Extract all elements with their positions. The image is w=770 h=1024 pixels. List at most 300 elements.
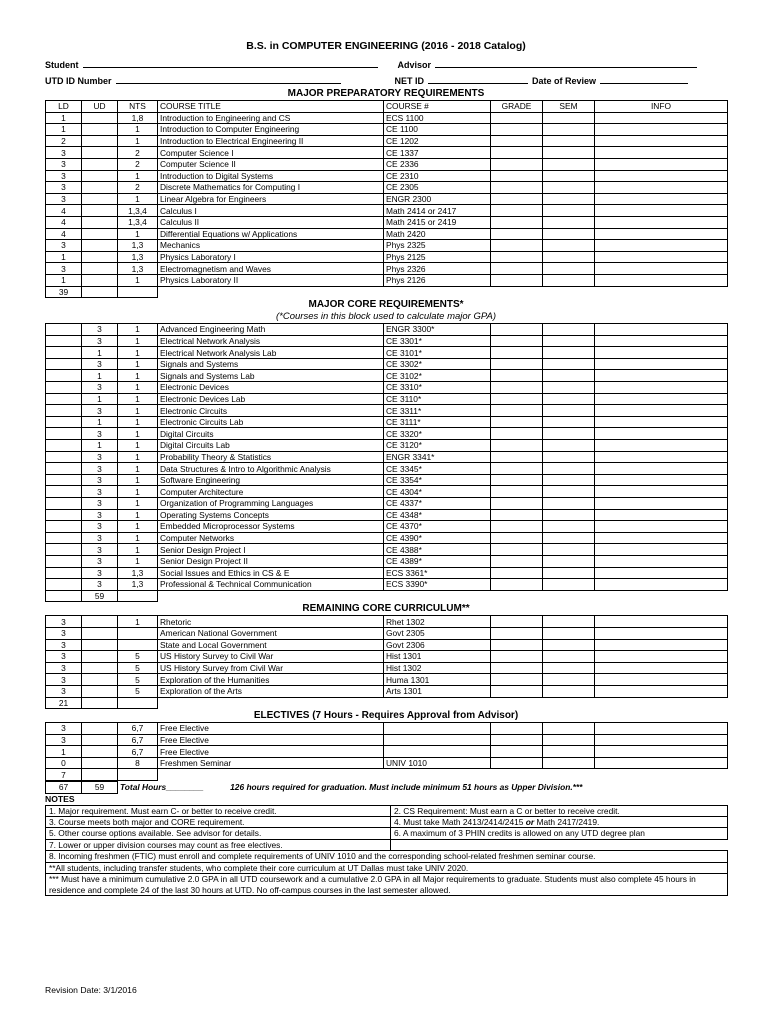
nts-cell: 1 [118, 324, 158, 336]
course-title-cell: Senior Design Project I [158, 544, 384, 556]
course-row [46, 627, 728, 639]
course-title-cell: Discrete Mathematics for Computing I [158, 182, 384, 194]
sem-cell[interactable] [543, 405, 595, 417]
sem-cell[interactable] [543, 463, 595, 475]
nts-cell: 1,3,4 [118, 205, 158, 217]
info-cell[interactable] [595, 158, 728, 170]
section-total-blank [118, 769, 158, 781]
sem-cell[interactable] [543, 335, 595, 347]
info-cell[interactable] [595, 182, 728, 194]
info-cell[interactable] [595, 627, 728, 639]
section-total-ld: 7 [46, 769, 82, 781]
course-row [46, 358, 728, 370]
ld-cell [46, 474, 82, 486]
sem-cell[interactable] [543, 135, 595, 147]
section-total-ud: 59 [82, 590, 118, 602]
grade-cell[interactable] [491, 112, 543, 124]
course-number-cell: CE 3301* [384, 335, 491, 347]
sem-cell[interactable] [543, 240, 595, 252]
course-row [46, 416, 728, 428]
info-cell[interactable] [595, 639, 728, 651]
ud-cell [82, 734, 118, 746]
course-number-cell: Govt 2306 [384, 639, 491, 651]
notes-row [46, 828, 728, 839]
note-item: 3. Course meets both major and CORE requirement. [46, 817, 391, 828]
sem-cell[interactable] [543, 639, 595, 651]
ud-cell [82, 662, 118, 674]
net-id-field[interactable] [428, 74, 528, 84]
sem-cell[interactable] [543, 521, 595, 533]
info-cell[interactable] [595, 651, 728, 663]
grade-cell[interactable] [491, 579, 543, 591]
ld-cell [46, 451, 82, 463]
ud-cell [82, 228, 118, 240]
ud-cell: 1 [82, 393, 118, 405]
nts-cell: 5 [118, 674, 158, 686]
grade-cell[interactable] [491, 532, 543, 544]
sem-cell[interactable] [543, 416, 595, 428]
ud-cell [82, 251, 118, 263]
grade-cell[interactable] [491, 463, 543, 475]
course-row [46, 228, 728, 240]
info-cell[interactable] [595, 405, 728, 417]
sem-cell[interactable] [543, 509, 595, 521]
info-cell[interactable] [595, 216, 728, 228]
grade-cell[interactable] [491, 158, 543, 170]
ud-cell: 3 [82, 335, 118, 347]
info-cell[interactable] [595, 757, 728, 769]
sem-cell[interactable] [543, 428, 595, 440]
grade-cell[interactable] [491, 251, 543, 263]
nts-cell: 1 [118, 124, 158, 136]
sem-cell[interactable] [543, 579, 595, 591]
info-cell[interactable] [595, 567, 728, 579]
ud-cell: 3 [82, 474, 118, 486]
sem-cell[interactable] [543, 228, 595, 240]
grade-cell[interactable] [491, 135, 543, 147]
sem-cell[interactable] [543, 274, 595, 286]
nts-cell: 1 [118, 405, 158, 417]
revision-date: Revision Date: 3/1/2016 [45, 985, 137, 995]
ud-cell: 1 [82, 440, 118, 452]
info-cell[interactable] [595, 135, 728, 147]
nts-cell: 5 [118, 662, 158, 674]
column-header-ld: LD [46, 101, 82, 113]
course-number-cell [384, 723, 491, 735]
grade-cell[interactable] [491, 555, 543, 567]
ld-cell: 3 [46, 182, 82, 194]
grade-cell[interactable] [491, 240, 543, 252]
info-cell[interactable] [595, 463, 728, 475]
degree-plan-page [45, 38, 727, 896]
sem-cell[interactable] [543, 734, 595, 746]
info-cell[interactable] [595, 616, 728, 628]
course-number-cell: CE 3111* [384, 416, 491, 428]
info-cell[interactable] [595, 521, 728, 533]
course-number-cell [384, 746, 491, 758]
grade-cell[interactable] [491, 757, 543, 769]
grade-cell[interactable] [491, 486, 543, 498]
info-cell[interactable] [595, 324, 728, 336]
sem-cell[interactable] [543, 474, 595, 486]
sem-cell[interactable] [543, 370, 595, 382]
course-number-cell: CE 3110* [384, 393, 491, 405]
course-title-cell: Operating Systems Concepts [158, 509, 384, 521]
info-cell[interactable] [595, 428, 728, 440]
sem-cell[interactable] [543, 627, 595, 639]
grade-cell[interactable] [491, 370, 543, 382]
grade-cell[interactable] [491, 521, 543, 533]
info-cell[interactable] [595, 498, 728, 510]
ud-cell: 3 [82, 428, 118, 440]
info-cell[interactable] [595, 124, 728, 136]
grade-cell[interactable] [491, 509, 543, 521]
grade-cell[interactable] [491, 544, 543, 556]
grade-cell[interactable] [491, 228, 543, 240]
column-header-row [46, 101, 728, 113]
course-row [46, 509, 728, 521]
nts-cell: 1 [118, 544, 158, 556]
grade-cell[interactable] [491, 193, 543, 205]
remaining-table [45, 615, 728, 709]
sem-cell[interactable] [543, 263, 595, 275]
grade-cell[interactable] [491, 674, 543, 686]
grade-cell[interactable] [491, 474, 543, 486]
grade-cell[interactable] [491, 216, 543, 228]
total-hours-cell [118, 782, 728, 794]
sem-cell[interactable] [543, 393, 595, 405]
course-row [46, 124, 728, 136]
nts-cell [118, 627, 158, 639]
grade-cell[interactable] [491, 182, 543, 194]
ld-cell: 4 [46, 228, 82, 240]
course-title-cell: State and Local Government [158, 639, 384, 651]
grade-cell[interactable] [491, 734, 543, 746]
grade-cell[interactable] [491, 685, 543, 697]
grade-cell[interactable] [491, 662, 543, 674]
sem-cell[interactable] [543, 532, 595, 544]
info-cell[interactable] [595, 205, 728, 217]
grade-cell[interactable] [491, 567, 543, 579]
grade-cell[interactable] [491, 205, 543, 217]
course-number-cell: CE 4388* [384, 544, 491, 556]
grade-cell[interactable] [491, 627, 543, 639]
ud-cell [82, 112, 118, 124]
course-number-cell: ECS 3390* [384, 579, 491, 591]
sem-cell[interactable] [543, 182, 595, 194]
ld-cell: 3 [46, 627, 82, 639]
section-total-blank [118, 286, 158, 298]
sem-cell[interactable] [543, 685, 595, 697]
info-cell[interactable] [595, 544, 728, 556]
student-field[interactable] [83, 58, 378, 68]
ld-cell [46, 393, 82, 405]
grade-cell[interactable] [491, 147, 543, 159]
info-cell[interactable] [595, 240, 728, 252]
info-cell[interactable] [595, 474, 728, 486]
info-cell[interactable] [595, 193, 728, 205]
column-header-grade: GRADE [491, 101, 543, 113]
nts-cell: 1,8 [118, 112, 158, 124]
section-total-ud [82, 286, 118, 298]
nts-cell: 1,3 [118, 579, 158, 591]
page-title: B.S. in COMPUTER ENGINEERING (2016 - 2018 Catalog) [246, 40, 526, 52]
date-review-field[interactable] [600, 74, 688, 84]
section-total-blank [118, 697, 158, 709]
course-row [46, 579, 728, 591]
course-row [46, 567, 728, 579]
sem-cell[interactable] [543, 674, 595, 686]
grade-cell[interactable] [491, 428, 543, 440]
grade-cell[interactable] [491, 639, 543, 651]
sem-cell[interactable] [543, 440, 595, 452]
advisor-field[interactable] [435, 58, 697, 68]
info-cell[interactable] [595, 509, 728, 521]
course-row [46, 440, 728, 452]
electives-table [45, 722, 728, 781]
info-cell[interactable] [595, 674, 728, 686]
course-row [46, 555, 728, 567]
sem-cell[interactable] [543, 498, 595, 510]
sem-cell[interactable] [543, 555, 595, 567]
grade-cell[interactable] [491, 274, 543, 286]
info-cell[interactable] [595, 370, 728, 382]
info-cell[interactable] [595, 734, 728, 746]
course-number-cell: Hist 1302 [384, 662, 491, 674]
sem-cell[interactable] [543, 544, 595, 556]
column-header-course-title: COURSE TITLE [158, 101, 384, 113]
course-title-cell: Introduction to Digital Systems [158, 170, 384, 182]
grade-cell[interactable] [491, 440, 543, 452]
ld-cell: 3 [46, 734, 82, 746]
nts-cell: 5 [118, 651, 158, 663]
course-number-cell: ECS 3361* [384, 567, 491, 579]
course-title-cell: Electrical Network Analysis [158, 335, 384, 347]
course-number-cell: CE 3102* [384, 370, 491, 382]
course-number-cell: ENGR 3341* [384, 451, 491, 463]
info-cell[interactable] [595, 147, 728, 159]
course-row [46, 639, 728, 651]
sem-cell[interactable] [543, 347, 595, 359]
ld-cell: 3 [46, 651, 82, 663]
ld-cell [46, 544, 82, 556]
ud-cell: 1 [82, 370, 118, 382]
course-title-cell: US History Survey to Civil War [158, 651, 384, 663]
ld-cell [46, 335, 82, 347]
section-total-ud [82, 769, 118, 781]
course-row [46, 158, 728, 170]
course-row [46, 251, 728, 263]
ud-cell: 3 [82, 509, 118, 521]
course-row [46, 544, 728, 556]
course-title-cell: Exploration of the Arts [158, 685, 384, 697]
course-row [46, 216, 728, 228]
info-cell[interactable] [595, 723, 728, 735]
ld-cell [46, 347, 82, 359]
course-number-cell: CE 2310 [384, 170, 491, 182]
ud-cell [82, 240, 118, 252]
grade-cell[interactable] [491, 170, 543, 182]
info-cell[interactable] [595, 486, 728, 498]
ld-cell [46, 370, 82, 382]
grade-cell[interactable] [491, 382, 543, 394]
nts-cell: 1 [118, 416, 158, 428]
sem-cell[interactable] [543, 746, 595, 758]
grade-cell[interactable] [491, 746, 543, 758]
grade-cell[interactable] [491, 451, 543, 463]
sem-cell[interactable] [543, 158, 595, 170]
info-cell[interactable] [595, 170, 728, 182]
course-row [46, 532, 728, 544]
info-cell[interactable] [595, 274, 728, 286]
sem-cell[interactable] [543, 616, 595, 628]
info-cell[interactable] [595, 251, 728, 263]
utd-id-field[interactable] [116, 74, 341, 84]
ld-cell [46, 579, 82, 591]
course-title-cell: Embedded Microprocessor Systems [158, 521, 384, 533]
student-row [45, 54, 727, 70]
course-number-cell: CE 4390* [384, 532, 491, 544]
nts-cell: 1 [118, 370, 158, 382]
total-ud: 59 [82, 782, 118, 794]
sem-cell[interactable] [543, 251, 595, 263]
ud-cell [82, 616, 118, 628]
info-cell[interactable] [595, 662, 728, 674]
notes-row [46, 874, 728, 896]
sem-cell[interactable] [543, 651, 595, 663]
course-row [46, 193, 728, 205]
grade-cell[interactable] [491, 263, 543, 275]
course-number-cell: Huma 1301 [384, 674, 491, 686]
info-cell[interactable] [595, 393, 728, 405]
ud-cell: 3 [82, 486, 118, 498]
prep-table [45, 100, 728, 298]
nts-cell: 1 [118, 393, 158, 405]
sem-cell[interactable] [543, 486, 595, 498]
info-cell[interactable] [595, 451, 728, 463]
grade-cell[interactable] [491, 324, 543, 336]
info-cell[interactable] [595, 440, 728, 452]
sem-cell[interactable] [543, 170, 595, 182]
nts-cell: 2 [118, 158, 158, 170]
info-cell[interactable] [595, 347, 728, 359]
ld-cell: 3 [46, 674, 82, 686]
ld-cell [46, 498, 82, 510]
grade-cell[interactable] [491, 616, 543, 628]
course-title-cell: Calculus II [158, 216, 384, 228]
sem-cell[interactable] [543, 147, 595, 159]
sem-cell[interactable] [543, 112, 595, 124]
ld-cell [46, 567, 82, 579]
grade-cell[interactable] [491, 651, 543, 663]
note-item: *** Must have a minimum cumulative 2.0 GPA in all UTD coursework and a cumulative 2.0 GPA in all Major requirements to graduate. Students must also complete 45 hours in residence and complete 24 of the last 30 hours at UTD. No off-campus courses in the last semester allowed. [46, 874, 728, 896]
note-item: 6. A maximum of 3 PHIN credits is allowed on any UTD degree plan [391, 828, 728, 839]
ud-cell [82, 757, 118, 769]
info-cell[interactable] [595, 358, 728, 370]
grade-cell[interactable] [491, 723, 543, 735]
column-header-info: INFO [595, 101, 728, 113]
course-title-cell: Digital Circuits Lab [158, 440, 384, 452]
sem-cell[interactable] [543, 451, 595, 463]
course-row [46, 382, 728, 394]
course-title-cell: Physics Laboratory II [158, 274, 384, 286]
course-title-cell: Rhetoric [158, 616, 384, 628]
sem-cell[interactable] [543, 193, 595, 205]
ud-cell [82, 205, 118, 217]
course-row [46, 451, 728, 463]
ud-cell [82, 263, 118, 275]
sem-cell[interactable] [543, 216, 595, 228]
info-cell[interactable] [595, 685, 728, 697]
grade-cell[interactable] [491, 393, 543, 405]
info-cell[interactable] [595, 382, 728, 394]
course-title-cell: Free Elective [158, 746, 384, 758]
grade-cell[interactable] [491, 335, 543, 347]
sem-cell[interactable] [543, 382, 595, 394]
note-item: 4. Must take Math 2413/2414/2415 or Math 2417/2419. [391, 817, 728, 828]
ld-cell: 3 [46, 723, 82, 735]
info-cell[interactable] [595, 335, 728, 347]
course-row [46, 474, 728, 486]
ld-cell [46, 555, 82, 567]
sem-cell[interactable] [543, 757, 595, 769]
course-title-cell: Exploration of the Humanities [158, 674, 384, 686]
info-cell[interactable] [595, 555, 728, 567]
grade-cell[interactable] [491, 347, 543, 359]
grade-cell[interactable] [491, 358, 543, 370]
info-cell[interactable] [595, 112, 728, 124]
ld-cell [46, 405, 82, 417]
info-cell[interactable] [595, 416, 728, 428]
nts-cell: 1,3,4 [118, 216, 158, 228]
sem-cell[interactable] [543, 567, 595, 579]
date-review-label: Date of Review [532, 76, 597, 86]
ud-cell: 3 [82, 532, 118, 544]
sem-cell[interactable] [543, 723, 595, 735]
course-title-cell: Probability Theory & Statistics [158, 451, 384, 463]
nts-cell: 1,3 [118, 263, 158, 275]
sem-cell[interactable] [543, 358, 595, 370]
info-cell[interactable] [595, 532, 728, 544]
course-number-cell: CE 4337* [384, 498, 491, 510]
info-cell[interactable] [595, 228, 728, 240]
grade-cell[interactable] [491, 124, 543, 136]
nts-cell: 1 [118, 135, 158, 147]
course-number-cell: CE 3320* [384, 428, 491, 440]
nts-cell: 6,7 [118, 734, 158, 746]
course-row [46, 263, 728, 275]
ud-cell [82, 216, 118, 228]
notes-row [46, 817, 728, 828]
nts-cell: 1 [118, 428, 158, 440]
sem-cell[interactable] [543, 662, 595, 674]
sem-cell[interactable] [543, 205, 595, 217]
ud-cell: 1 [82, 416, 118, 428]
info-cell[interactable] [595, 263, 728, 275]
sem-cell[interactable] [543, 124, 595, 136]
info-cell[interactable] [595, 746, 728, 758]
graduation-message: 126 hours required for graduation. Must include minimum 51 hours as Upper Division.*** [230, 782, 583, 793]
course-row [46, 723, 728, 735]
nts-cell: 2 [118, 147, 158, 159]
column-header-sem: SEM [543, 101, 595, 113]
grade-cell[interactable] [491, 498, 543, 510]
info-cell[interactable] [595, 579, 728, 591]
note-item: 5. Other course options available. See advisor for details. [46, 828, 391, 839]
grade-cell[interactable] [491, 416, 543, 428]
sem-cell[interactable] [543, 324, 595, 336]
grade-cell[interactable] [491, 405, 543, 417]
